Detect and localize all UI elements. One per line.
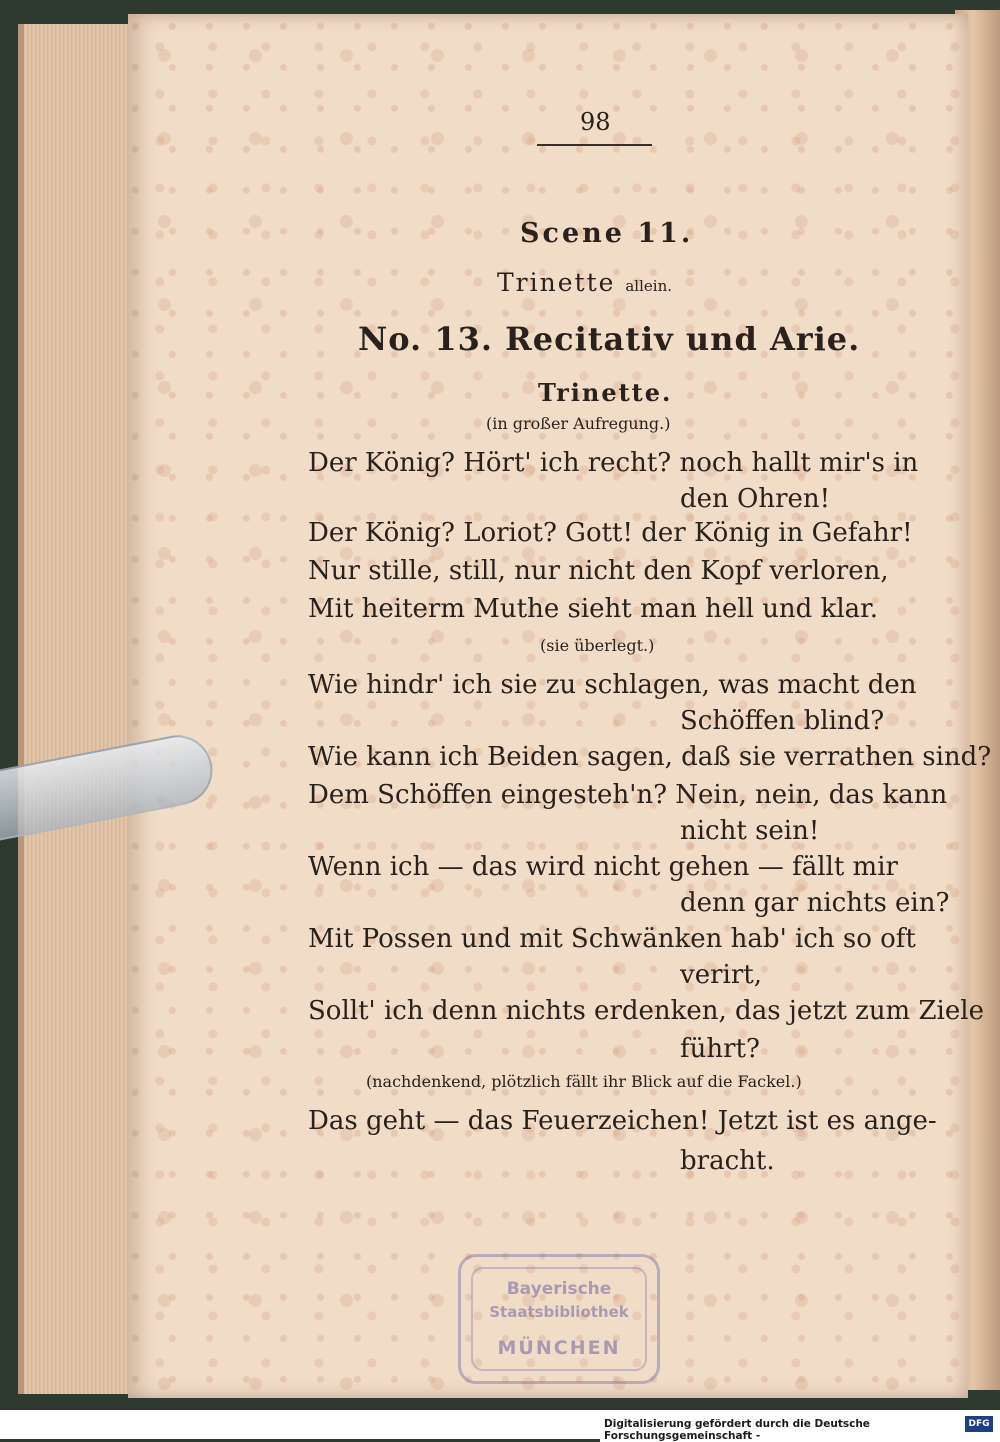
number-title: No. 13. Recitativ und Arie. bbox=[358, 320, 861, 358]
verse-line: den Ohren! bbox=[680, 484, 831, 514]
scene-heading: Scene 11. bbox=[520, 218, 694, 249]
speaker-direction: (in großer Aufregung.) bbox=[486, 414, 671, 433]
verse-line: verirt, bbox=[680, 960, 762, 990]
verse-line: Mit heiterm Muthe sieht man hell und klar. bbox=[308, 594, 878, 624]
stamp-line-3: MÜNCHEN bbox=[497, 1337, 621, 1359]
stage-direction: (nachdenkend, plötzlich fällt ihr Blick auf die Fackel.) bbox=[366, 1072, 802, 1091]
character-note: allein. bbox=[625, 277, 672, 295]
verse-line: führt? bbox=[680, 1034, 760, 1064]
verse-line: Der König? Loriot? Gott! der König in Gefahr! bbox=[308, 518, 913, 548]
verse-line: Das geht — das Feuerzeichen! Jetzt ist es ange- bbox=[308, 1106, 937, 1136]
stage-direction: (sie überlegt.) bbox=[540, 636, 655, 655]
verse-line: Wenn ich — das wird nicht gehen — fällt mir bbox=[308, 852, 898, 882]
character-line bbox=[497, 268, 672, 297]
verse-line: Schöffen blind? bbox=[680, 706, 885, 736]
verse-line: Mit Possen und mit Schwänken hab' ich so oft bbox=[308, 924, 916, 954]
book-page-edges bbox=[18, 24, 144, 1394]
speaker-name: Trinette. bbox=[538, 378, 673, 407]
verse-line: Nur stille, still, nur nicht den Kopf verloren, bbox=[308, 556, 889, 586]
page-number-rule bbox=[537, 144, 652, 146]
page-number: 98 bbox=[580, 108, 611, 136]
verse-line: Sollt' ich denn nichts erdenken, das jetzt zum Ziele bbox=[308, 996, 984, 1026]
stamp-line-2: Staatsbibliothek bbox=[489, 1303, 629, 1321]
library-stamp bbox=[458, 1254, 660, 1384]
verse-line: denn gar nichts ein? bbox=[680, 888, 950, 918]
verse-line: Der König? Hört' ich recht? noch hallt mir's in bbox=[308, 448, 919, 478]
verse-line: nicht sein! bbox=[680, 816, 820, 846]
verse-line: Wie kann ich Beiden sagen, daß sie verrathen sind? bbox=[308, 742, 992, 772]
verse-line: Dem Schöffen eingesteh'n? Nein, nein, das kann bbox=[308, 780, 948, 810]
stamp-line-1: Bayerische bbox=[506, 1279, 612, 1299]
verse-line: Wie hindr' ich sie zu schlagen, was macht den bbox=[308, 670, 917, 700]
character-name: Trinette bbox=[497, 268, 616, 297]
verse-line: bracht. bbox=[680, 1146, 775, 1176]
dfg-logo-icon: DFG bbox=[965, 1416, 993, 1432]
digitization-credit: Digitalisierung gefördert durch die Deutsche Forschungsgemeinschaft - bbox=[600, 1418, 1000, 1442]
